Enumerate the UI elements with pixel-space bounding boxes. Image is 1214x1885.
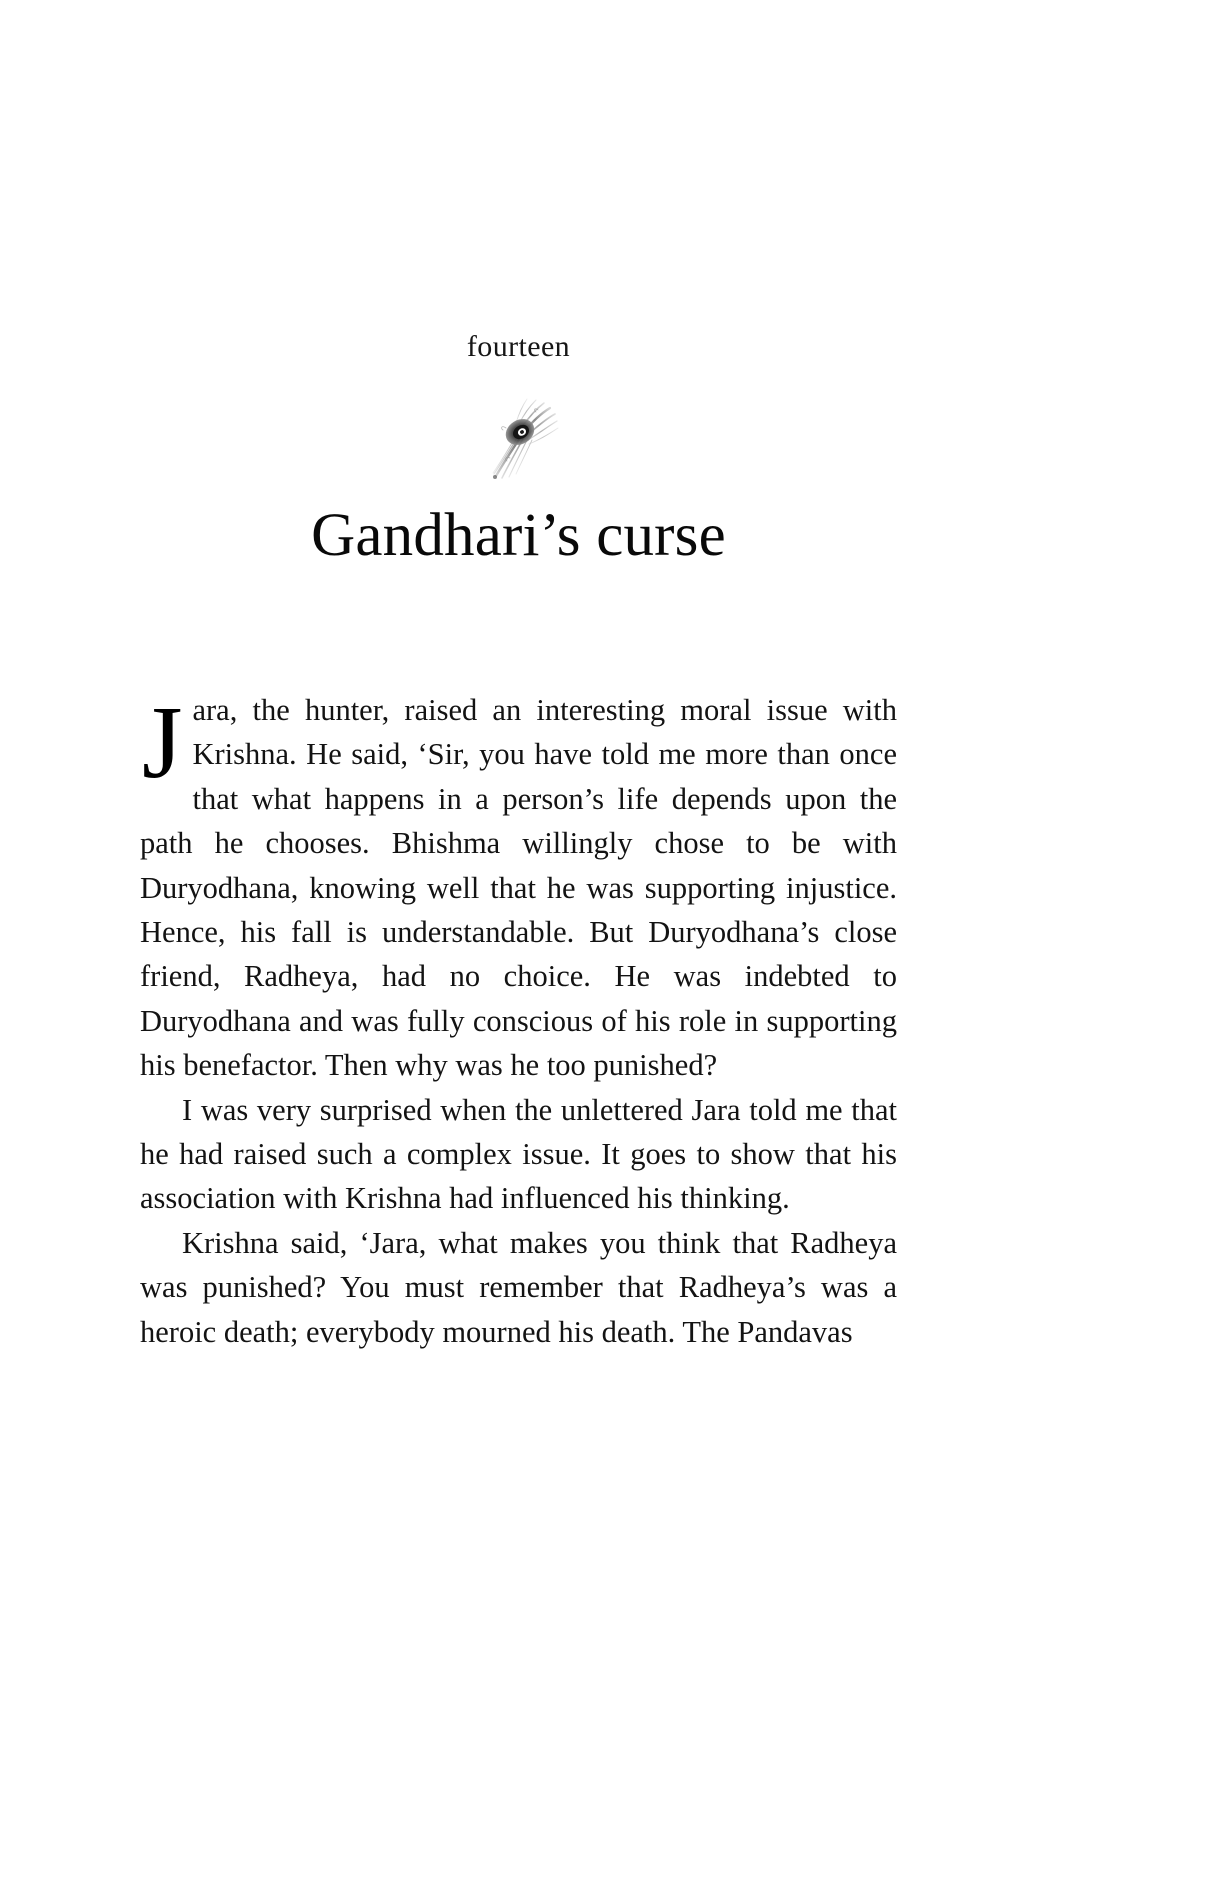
paragraph: I was very surprised when the unlettered Jara told me that he had raised such a complex issue. It goes to show that his association with Krishna had influenced his thinking. — [140, 1092, 897, 1216]
drop-cap: J — [142, 685, 183, 800]
ornament-container — [140, 392, 897, 493]
chapter-title: Gandhari’s curse — [311, 502, 726, 569]
chapter-number: fourteen — [466, 330, 571, 363]
paragraph-text: ara, the hunter, raised an interesting moral issue with Krishna. He said, ‘Sir, you have told me more than once that what happens in a person’s life depends upon the path he chooses. Bhishma willingly chose to be with Duryodhana, knowing well that he was supporting injustice. Hence, his fall is understandable. But Duryodhana’s close friend, Radheya, had no choice. He was indebted to Duryodhana and was fully conscious of his role in supporting his benefactor. Then why was he too punished? — [140, 693, 897, 1083]
paragraph: Krishna said, ‘Jara, what makes you think that Radheya was punished? You must remember that Radheya’s was a heroic death; everybody mourned his death. The Pandavas — [140, 1225, 897, 1349]
paragraph — [140, 685, 897, 1088]
body-copy — [140, 685, 897, 1354]
peacock-feather-icon — [476, 392, 562, 488]
